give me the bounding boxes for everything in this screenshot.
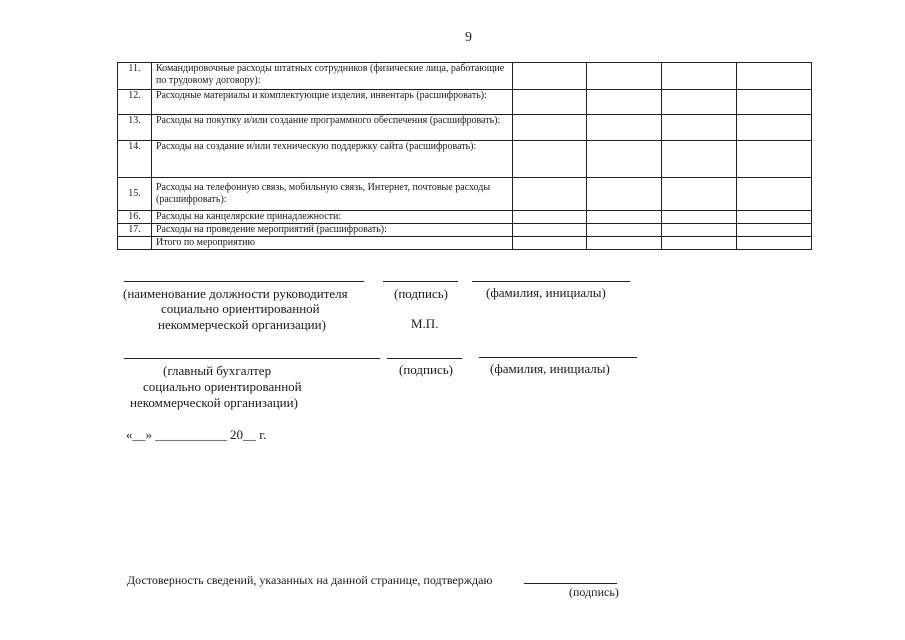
amount-cell[interactable]: [737, 178, 812, 211]
amount-cell[interactable]: [587, 237, 662, 250]
amount-cell[interactable]: [587, 211, 662, 224]
row-description: Расходы на покупку и/или создание программного обеспечения (расшифровать):: [152, 115, 513, 141]
row-number: [118, 237, 152, 250]
row-number: 13.: [118, 115, 152, 141]
row-number: 16.: [118, 211, 152, 224]
confirmation-signature-line[interactable]: [524, 583, 617, 584]
accountant-signature-line[interactable]: [387, 358, 462, 359]
head-name-caption: (фамилия, инициалы): [486, 285, 606, 300]
amount-cell[interactable]: [737, 141, 812, 178]
amount-cell[interactable]: [662, 237, 737, 250]
amount-cell[interactable]: [513, 224, 587, 237]
accountant-position-line[interactable]: [124, 358, 380, 359]
amount-cell[interactable]: [587, 115, 662, 141]
row-number: 12.: [118, 90, 152, 115]
table-row: [118, 224, 812, 237]
table-row: [118, 178, 812, 211]
row-description: Расходы на создание и/или техническую поддержку сайта (расшифровать):: [152, 141, 513, 178]
table-row: [118, 211, 812, 224]
accountant-name-caption: (фамилия, инициалы): [490, 361, 610, 376]
expense-table: [117, 62, 812, 250]
date-field[interactable]: «__» ___________ 20__ г.: [126, 427, 267, 442]
accountant-signature-caption: (подпись): [399, 362, 453, 377]
head-signature-line[interactable]: [383, 281, 458, 282]
row-number: 14.: [118, 141, 152, 178]
amount-cell[interactable]: [587, 224, 662, 237]
amount-cell[interactable]: [737, 63, 812, 90]
page-number: 9: [465, 30, 472, 45]
amount-cell[interactable]: [513, 211, 587, 224]
amount-cell[interactable]: [662, 63, 737, 90]
amount-cell[interactable]: [662, 141, 737, 178]
amount-cell[interactable]: [737, 211, 812, 224]
amount-cell[interactable]: [587, 63, 662, 90]
row-description: Командировочные расходы штатных сотрудников (физические лица, работающие по трудовому договору):: [152, 63, 513, 90]
confirmation-signature-caption: (подпись): [569, 585, 619, 599]
accountant-position-caption-1: (главный бухгалтер: [163, 363, 272, 378]
accountant-position-caption-2: социально ориентированной: [143, 379, 302, 394]
row-description: Расходы на проведение мероприятий (расшифровать):: [152, 224, 513, 237]
head-position-caption-1: (наименование должности руководителя: [123, 286, 348, 301]
amount-cell[interactable]: [513, 141, 587, 178]
amount-cell[interactable]: [587, 141, 662, 178]
accountant-position-caption-3: некоммерческой организации): [130, 395, 298, 410]
amount-cell[interactable]: [737, 115, 812, 141]
row-description: Расходные материалы и комплектующие изделия, инвентарь (расшифровать):: [152, 90, 513, 115]
amount-cell[interactable]: [662, 178, 737, 211]
head-name-line[interactable]: [472, 281, 630, 282]
amount-cell[interactable]: [662, 115, 737, 141]
row-number: 17.: [118, 224, 152, 237]
row-description: Расходы на телефонную связь, мобильную связь, Интернет, почтовые расходы (расшифровать):: [152, 178, 513, 211]
row-description: Расходы на канцелярские принадлежности:: [152, 211, 513, 224]
head-position-line[interactable]: [124, 281, 364, 282]
table-total-row: [118, 237, 812, 250]
table-row: [118, 90, 812, 115]
row-number: 15.: [118, 178, 152, 211]
amount-cell[interactable]: [662, 224, 737, 237]
head-signature-caption: (подпись): [394, 286, 448, 301]
amount-cell[interactable]: [737, 224, 812, 237]
head-position-caption-2: социально ориентированной: [161, 301, 320, 316]
confirmation-text: Достоверность сведений, указанных на данной странице, подтверждаю: [127, 573, 493, 587]
amount-cell[interactable]: [513, 90, 587, 115]
amount-cell[interactable]: [587, 90, 662, 115]
table-row: [118, 115, 812, 141]
amount-cell[interactable]: [662, 211, 737, 224]
row-number: 11.: [118, 63, 152, 90]
amount-cell[interactable]: [737, 90, 812, 115]
amount-cell[interactable]: [587, 178, 662, 211]
amount-cell[interactable]: [513, 237, 587, 250]
total-label: Итого по мероприятию: [152, 237, 513, 250]
amount-cell[interactable]: [737, 237, 812, 250]
head-position-caption-3: некоммерческой организации): [158, 317, 326, 332]
accountant-name-line[interactable]: [479, 357, 637, 358]
amount-cell[interactable]: [513, 115, 587, 141]
amount-cell[interactable]: [513, 63, 587, 90]
table-row: [118, 141, 812, 178]
amount-cell[interactable]: [662, 90, 737, 115]
stamp-label: М.П.: [411, 316, 439, 331]
amount-cell[interactable]: [513, 178, 587, 211]
table-row: [118, 63, 812, 90]
